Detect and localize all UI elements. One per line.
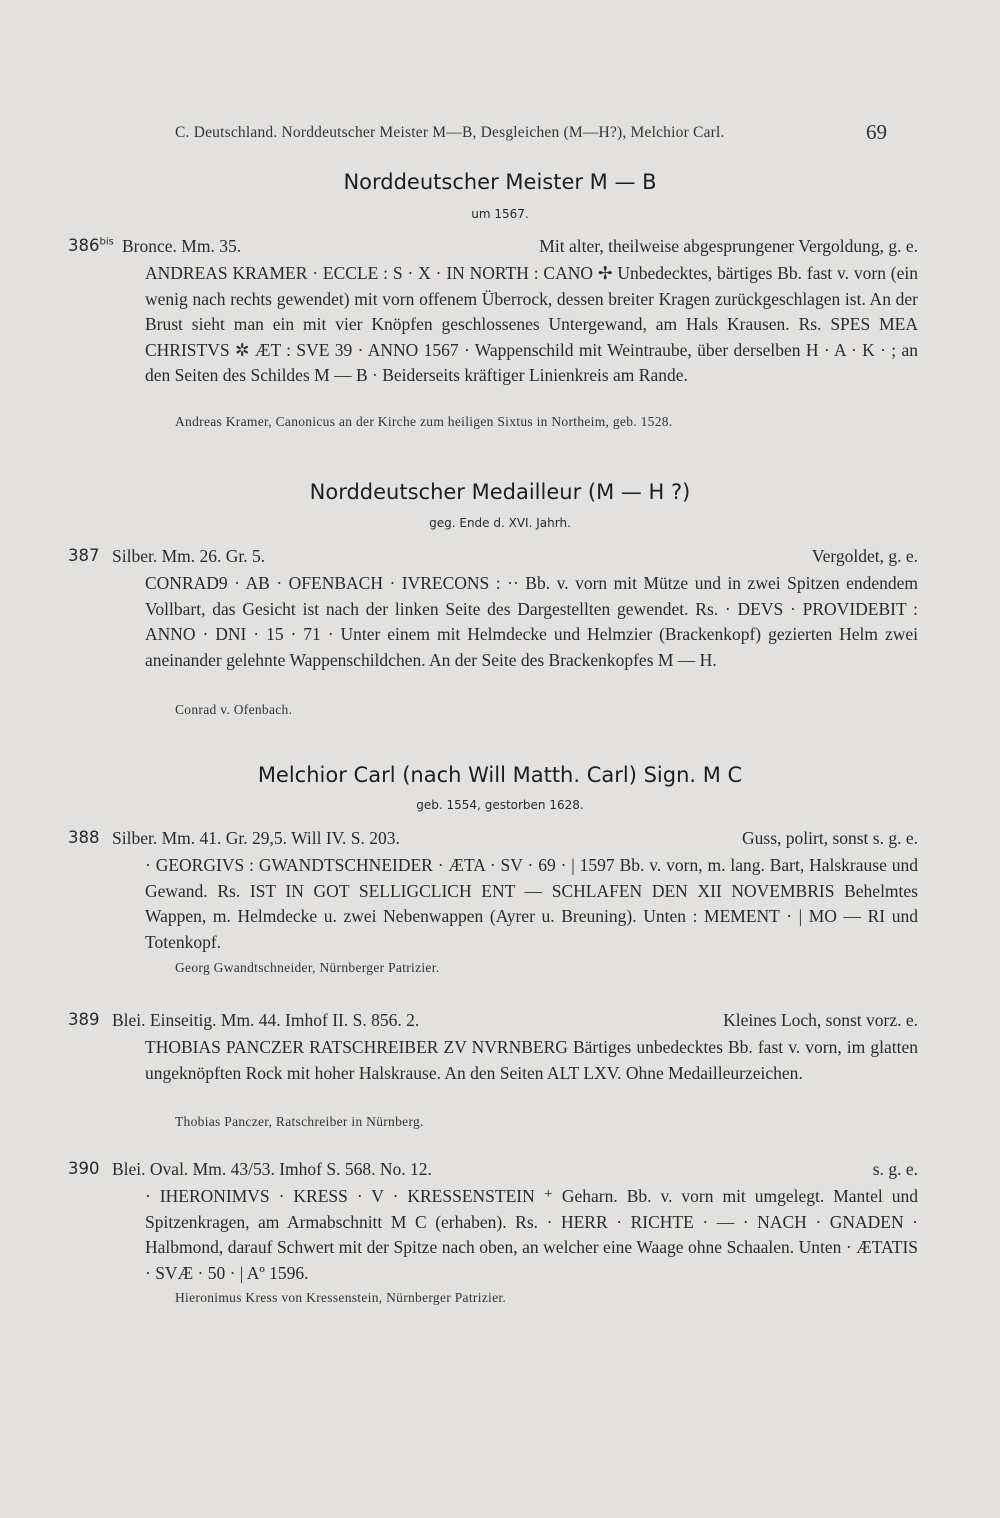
section-subheading-m-h: geg. Ende d. XVI. Jahrh.: [429, 516, 571, 530]
section-heading-m-b: Norddeutscher Meister M — B: [343, 170, 657, 194]
entry-meta: Blei. Einseitig. Mm. 44. Imhof II. S. 856. 2.: [112, 1010, 420, 1030]
catalog-entry-389: [0, 1010, 1000, 1036]
running-head: C. Deutschland. Norddeutscher Meister M—B, Desgleichen (M—H?), Melchior Carl.: [175, 124, 725, 141]
entry-number: $386^{bis}$: [68, 236, 114, 255]
section-subheading-m-b: um 1567.: [471, 207, 529, 221]
entry-number: 388: [68, 828, 100, 847]
catalog-entry-387: [0, 546, 1000, 572]
entry-description-386bis: ANDREAS KRAMER · ECCLE : S · X · IN NORTH : CANO ✢ Unbedecktes, bärtiges Bb. fast v. vorn (ein wenig nach rechts gewendet) mit vorn offenem Überrock, dessen breiter Kragen zurückgeschlagen ist. An der Brust sieht man ein mit vier Knöpfen geschlossenes Untergewand, am Hals Krausen. Rs. SPES MEA CHRISTVS ✲ ÆT : SVE 39 · ANNO 1567 · Wappenschild mit Weintraube, über derselben H · A · K · ; an den Seiten des Schildes M — B · Beiderseits kräftiger Linienkreis am Rande.: [145, 263, 918, 385]
page-number: 69: [866, 120, 887, 144]
entry-condition: Kleines Loch, sonst vorz. e.: [723, 1010, 918, 1030]
entry-description-388: · GEORGIVS : GWANDTSCHNEIDER · ÆTA · SV · 69 · | 1597 Bb. v. vorn, m. lang. Bart, Halskrause und Gewand. Rs. IST IN GOT SELLIGCLICH ENT — SCHLAFEN DEN XII NOVEMBRIS Behelmtes Wappen, m. Helmdecke u. zwei Nebenwappen (Ayrer u. Breuning). Unten : MEMENT · | MO — RI und Totenkopf.: [145, 855, 918, 952]
entry-note-389: Thobias Panczer, Ratschreiber in Nürnberg.: [175, 1114, 424, 1129]
catalog-entry-388: [0, 828, 1000, 854]
entry-meta: Silber. Mm. 41. Gr. 29,5. Will IV. S. 203.: [112, 828, 400, 848]
entry-number: 390: [68, 1159, 100, 1178]
entry-condition: Guss, polirt, sonst s. g. e.: [742, 828, 918, 848]
section-heading-m-h: Norddeutscher Medailleur (M — H ?): [309, 480, 691, 504]
entry-note-388: Georg Gwandtschneider, Nürnberger Patrizier.: [175, 960, 440, 975]
entry-description-389: THOBIAS PANCZER RATSCHREIBER ZV NVRNBERG Bärtiges unbedecktes Bb. fast v. vorn, im glatten ungeknöpften Rock mit hoher Halskrause. An den Seiten ALT LXV. Ohne Medailleurzeichen.: [145, 1037, 918, 1083]
section-heading-melchior-carl: Melchior Carl (nach Will Matth. Carl) Sign. M C: [257, 763, 743, 787]
entry-description-387: CONRAD9 · AB · OFENBACH · IVRECONS : ·· Bb. v. vorn mit Mütze und in zwei Spitzen endendem Vollbart, das Gesicht ist nach der linken Seite des Dargestellten gewendet. Rs. · DEVS · PROVIDEBIT : ANNO · DNI · 15 · 71 · Unter einem mit Helmdecke und Helmzier (Brackenkopf) gezierten Helm zwei aneinander gelehnte Wappenschildchen. An der Seite des Brackenkopfes M — H.: [145, 573, 918, 670]
entry-meta: Blei. Oval. Mm. 43/53. Imhof S. 568. No. 12.: [112, 1159, 432, 1179]
entry-number: 389: [68, 1010, 100, 1029]
entry-condition: Vergoldet, g. e.: [811, 546, 918, 566]
catalog-entry-386bis: [0, 236, 1000, 262]
entry-note-390: Hieronimus Kress von Kressenstein, Nürnberger Patrizier.: [175, 1290, 507, 1305]
entry-note-386bis: Andreas Kramer, Canonicus an der Kirche zum heiligen Sixtus in Northeim, geb. 1528.: [175, 414, 673, 429]
entry-condition: s. g. e.: [872, 1159, 918, 1179]
entry-condition: Mit alter, theilweise abgesprungener Vergoldung, g. e.: [539, 236, 918, 256]
entry-meta: Silber. Mm. 26. Gr. 5.: [112, 546, 266, 566]
entry-meta: Bronce. Mm. 35.: [122, 236, 242, 256]
entry-description-390: · IHERONIMVS · KRESS · V · KRESSENSTEIN ⁺ Geharn. Bb. v. vorn mit umgelegt. Mantel und Spitzenkragen, am Armabschnitt M C (erhaben). Rs. · HERR · RICHTE · — · NACH · GNADEN · Halbmond, darauf Schwert mit der Spitze nach oben, an welcher eine Waage ohne Schaalen. Unten · ÆTATIS · SVÆ · 50 · | Aº 1596.: [145, 1186, 918, 1283]
entry-number: 387: [68, 546, 100, 565]
catalog-entry-390: [0, 1159, 1000, 1185]
entry-note-387: Conrad v. Ofenbach.: [175, 702, 293, 717]
section-subheading-melchior-carl: geb. 1554, gestorben 1628.: [416, 798, 584, 812]
